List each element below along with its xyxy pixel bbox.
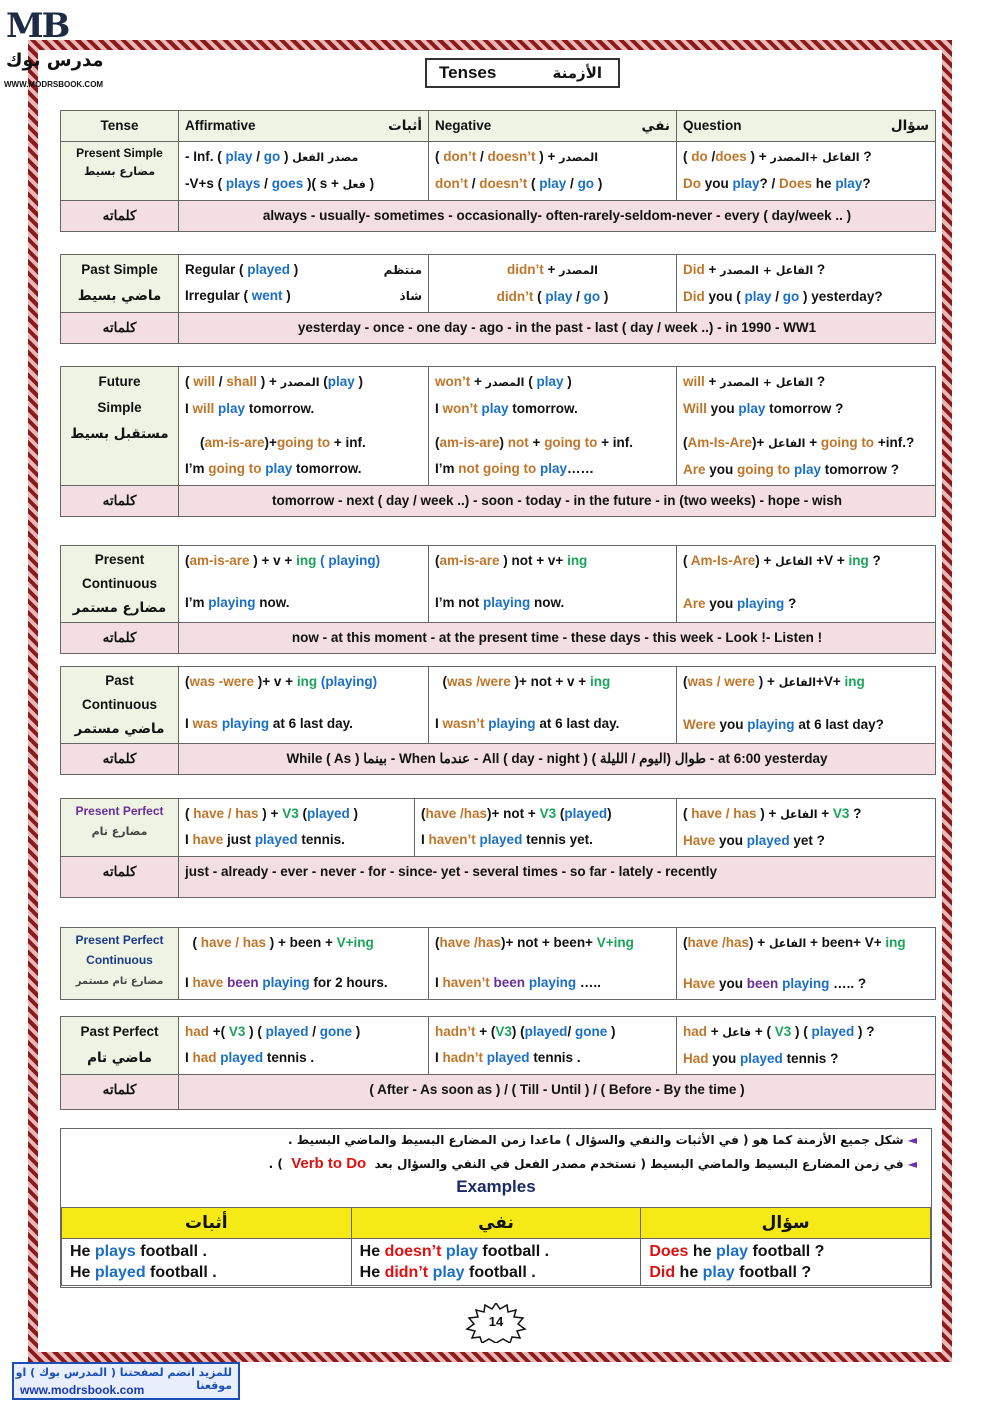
- header-question-ar: سؤال: [890, 118, 929, 134]
- tense-name-ar: مضارع تام: [91, 825, 148, 838]
- keywords-row: [61, 857, 936, 898]
- affirmative-cell: (am-is-are ) + v + ing ( playing) I’m playing now.: [179, 546, 429, 623]
- examples-table: [61, 1207, 931, 1286]
- keywords-label: كلماته: [61, 623, 179, 654]
- examples-row: [62, 1239, 931, 1286]
- tense-name-en: Past Simple: [81, 262, 158, 277]
- past-continuous-table: [60, 666, 936, 775]
- past-perfect-table: [60, 1016, 936, 1110]
- page-number-badge: [465, 1303, 527, 1343]
- keywords-label: كلماته: [61, 744, 179, 775]
- present-perfect-continuous-table: [60, 927, 936, 1000]
- keywords-row: [61, 1075, 936, 1110]
- logo-arabic: مدرس بوك: [6, 50, 104, 71]
- tense-name: [61, 1017, 179, 1075]
- tense-name-en: Past: [105, 673, 134, 688]
- examples-col-question: سؤال: [641, 1208, 931, 1239]
- affirmative-cell: ( have / has ) + been + V+ing I have been playing for 2 hours.: [179, 928, 429, 1000]
- examples-negative: He doesn’t play football . He didn’t play football .: [351, 1239, 641, 1286]
- keywords-text: yesterday - once - one day - ago - in the past - last ( day / week ..) - in 1990 - WW1: [179, 313, 936, 344]
- note-2: ◄ في زمن المضارع البسيط والماضي البسيط ( نستخدم مصدر الفعل في النفي والسؤال بعد Verb to Do ) .: [268, 1155, 917, 1172]
- affirmative-cell: Regular ( played ) منتظم Irregular ( went ) شاذ: [179, 255, 429, 313]
- tense-name: [61, 142, 179, 201]
- tense-name-en: Past Perfect: [80, 1024, 159, 1039]
- keywords-row: [61, 313, 936, 344]
- tense-name-en: Future: [98, 374, 141, 389]
- tense-row: [61, 546, 936, 623]
- past-simple-table: [60, 254, 936, 344]
- future-simple-table: [60, 366, 936, 517]
- header-affirmative: [179, 111, 429, 142]
- examples-col-negative: نفي: [351, 1208, 641, 1239]
- header-row: [61, 111, 936, 142]
- page-title: [425, 58, 620, 88]
- negative-cell: (have /has)+ not + been+ V+ing I haven’t been playing …..: [429, 928, 677, 1000]
- affirmative-cell: ( have / has ) + V3 (played ) I have just played tennis.: [179, 799, 415, 857]
- tense-name-en: Present: [94, 552, 145, 567]
- question-cell: Did + الفاعل + المصدر ? Did you ( play / go ) yesterday?: [677, 255, 936, 313]
- tense-name: [61, 928, 179, 1000]
- keywords-text: just - already - ever - never - for - since- yet - several times - so far - lately - recently: [179, 857, 936, 898]
- note-2-text: في زمن المضارع البسيط والماضي البسيط ( نستخدم مصدر الفعل في النفي والسؤال بعد: [374, 1157, 904, 1171]
- negative-cell: didn’t + المصدر didn’t ( play / go ): [429, 255, 677, 313]
- page-number: 14: [488, 1314, 504, 1329]
- tense-row: [61, 928, 936, 1000]
- tense-name: [61, 799, 179, 857]
- negative-cell: (was /were )+ not + v + ing I wasn’t playing at 6 last day.: [429, 667, 677, 744]
- tense-name-en-2: Continuous: [82, 576, 157, 591]
- tense-row: [61, 799, 936, 857]
- keywords-text: While ( As ) بينما - When عندما - All ( day - night ) ( طوال (اليوم / الليلة - at 6:00 yesterday: [179, 744, 936, 775]
- header-tense: Tense: [61, 111, 179, 142]
- keywords-label: كلماته: [61, 313, 179, 344]
- tense-row: [61, 667, 936, 744]
- present-simple-table: [60, 110, 936, 232]
- present-perfect-table: [60, 798, 936, 898]
- note-2-end: ) .: [268, 1157, 283, 1171]
- note-1-text: شكل جميع الأزمنة كما هو ( في الأثبات والنفي والسؤال ) ماعدا زمن المضارع البسيط والماضي البسيط .: [287, 1133, 904, 1147]
- site-logo: [0, 0, 120, 95]
- negative-cell: hadn’t + (V3) (played/ gone ) I hadn’t played tennis .: [429, 1017, 677, 1075]
- keywords-row: [61, 623, 936, 654]
- tense-name: [61, 367, 179, 486]
- tense-name-en: Present Perfect: [75, 933, 164, 947]
- negative-cell: (am-is-are ) not + v+ ing I’m not playing now.: [429, 546, 677, 623]
- tense-name-en-2: Simple: [97, 400, 142, 415]
- negative-cell: won’t + المصدر ( play ) I won’t play tomorrow. (am-is-are) not + going to + inf. I’m not going to play……: [429, 367, 677, 486]
- logo-url: WWW.MODRSBOOK.COM: [4, 80, 104, 89]
- tense-name-en-2: Continuous: [86, 953, 153, 967]
- tense-name-en: Present Simple: [76, 146, 163, 160]
- question-cell: ( Am-Is-Are) + الفاعل +V + ing ? Are you playing ?: [677, 546, 936, 623]
- examples-question: Does he play football ? Did he play football ?: [641, 1239, 931, 1286]
- keywords-row: [61, 201, 936, 232]
- tense-name: [61, 667, 179, 744]
- tense-name: [61, 255, 179, 313]
- note-1: ◄ شكل جميع الأزمنة كما هو ( في الأثبات والنفي والسؤال ) ماعدا زمن المضارع البسيط والماضي البسيط .: [287, 1133, 917, 1147]
- keywords-row: [61, 744, 936, 775]
- keywords-label: كلماته: [61, 1075, 179, 1110]
- header-negative: [429, 111, 677, 142]
- tense-name-ar: مستقبل بسيط: [70, 426, 169, 442]
- affirmative-cell: had +( V3 ) ( played / gone ) I had played tennis .: [179, 1017, 429, 1075]
- tense-name-en-2: Continuous: [82, 697, 157, 712]
- question-cell: will + الفاعل + المصدر ? Will you play tomorrow ? (Am-Is-Are)+ الفاعل + going to +inf.? Are you going to play tomorrow ?: [677, 367, 936, 486]
- keywords-label: كلماته: [61, 486, 179, 517]
- keywords-text: ( After - As soon as ) / ( Till - Until ) / ( Before - By the time ): [179, 1075, 936, 1110]
- footer-url[interactable]: www.modrsbook.com: [20, 1383, 145, 1397]
- affirmative-cell: - Inf. ( play / go ) مصدر الفعل -V+s ( plays / goes )( s + فعل ): [179, 142, 429, 201]
- keywords-label: كلماته: [61, 201, 179, 232]
- question-cell: ( have / has ) + الفاعل + V3 ? Have you played yet ?: [677, 799, 936, 857]
- header-negative-ar: نفي: [641, 118, 670, 134]
- tense-name-ar: مضارع مستمر: [72, 600, 167, 616]
- tense-name-en: Present Perfect: [75, 804, 164, 818]
- keywords-text: always - usually- sometimes - occasionally- often-rarely-seldom-never - every ( day/week .. ): [179, 201, 936, 232]
- keywords-text: tomorrow - next ( day / week ..) - soon - today - in the future - in (two weeks) - hope - wish: [179, 486, 936, 517]
- title-ar: الأزمنة: [552, 64, 602, 82]
- tense-row: [61, 367, 936, 486]
- footer-banner[interactable]: [12, 1362, 240, 1400]
- negative-cell: ( don’t / doesn’t ) + المصدر don’t / doesn’t ( play / go ): [429, 142, 677, 201]
- tense-name-ar: ماضي بسيط: [77, 288, 162, 304]
- question-cell: ( do /does ) + الفاعل +المصدر ? Do you play? / Does he play?: [677, 142, 936, 201]
- examples-col-affirmative: أثبات: [62, 1208, 352, 1239]
- footer-text: للمزيد انضم لصفحتنا ( المدرس بوك ) او موقعنا: [15, 1366, 232, 1392]
- tense-name: [61, 546, 179, 623]
- tense-row: [61, 255, 936, 313]
- keywords-label: كلماته: [61, 857, 179, 898]
- question-cell: (was / were ) + الفاعل+V+ ing Were you playing at 6 last day?: [677, 667, 936, 744]
- examples-affirmative: He plays football . He played football .: [62, 1239, 352, 1286]
- keywords-row: [61, 486, 936, 517]
- tense-name-ar: مضارع تام مستمر: [75, 976, 164, 987]
- tense-name-ar: مضارع بسيط: [83, 165, 156, 178]
- logo-mark: MB: [6, 6, 69, 46]
- tense-name-ar: ماضي مستمر: [74, 721, 165, 737]
- header-affirmative-en: Affirmative: [185, 118, 256, 133]
- title-en: Tenses: [439, 63, 497, 82]
- tense-row: [61, 142, 936, 201]
- header-affirmative-ar: أثبات: [388, 118, 422, 134]
- affirmative-cell: ( will / shall ) + المصدر (play ) I will play tomorrow. (am-is-are)+going to + inf. I’m going to play tomorrow.: [179, 367, 429, 486]
- question-cell: had + فاعل + ( V3 ) ( played ) ? Had you played tennis ?: [677, 1017, 936, 1075]
- keywords-text: now - at this moment - at the present time - these days - this week - Look !- Listen !: [179, 623, 936, 654]
- examples-header: [62, 1208, 931, 1239]
- note-2-verb: Verb to Do: [291, 1155, 367, 1172]
- header-question: [677, 111, 936, 142]
- examples-title: Examples: [456, 1177, 536, 1196]
- header-negative-en: Negative: [435, 118, 492, 133]
- question-cell: (have /has) + الفاعل + been+ V+ ing Have you been playing ….. ?: [677, 928, 936, 1000]
- present-continuous-table: [60, 545, 936, 654]
- header-question-en: Question: [683, 118, 742, 133]
- tense-row: [61, 1017, 936, 1075]
- negative-cell: (have /has)+ not + V3 (played) I haven’t played tennis yet.: [415, 799, 677, 857]
- tense-name-ar: ماضي تام: [87, 1050, 152, 1066]
- notes-box: [60, 1128, 932, 1288]
- affirmative-cell: (was -were )+ v + ing (playing) I was playing at 6 last day.: [179, 667, 429, 744]
